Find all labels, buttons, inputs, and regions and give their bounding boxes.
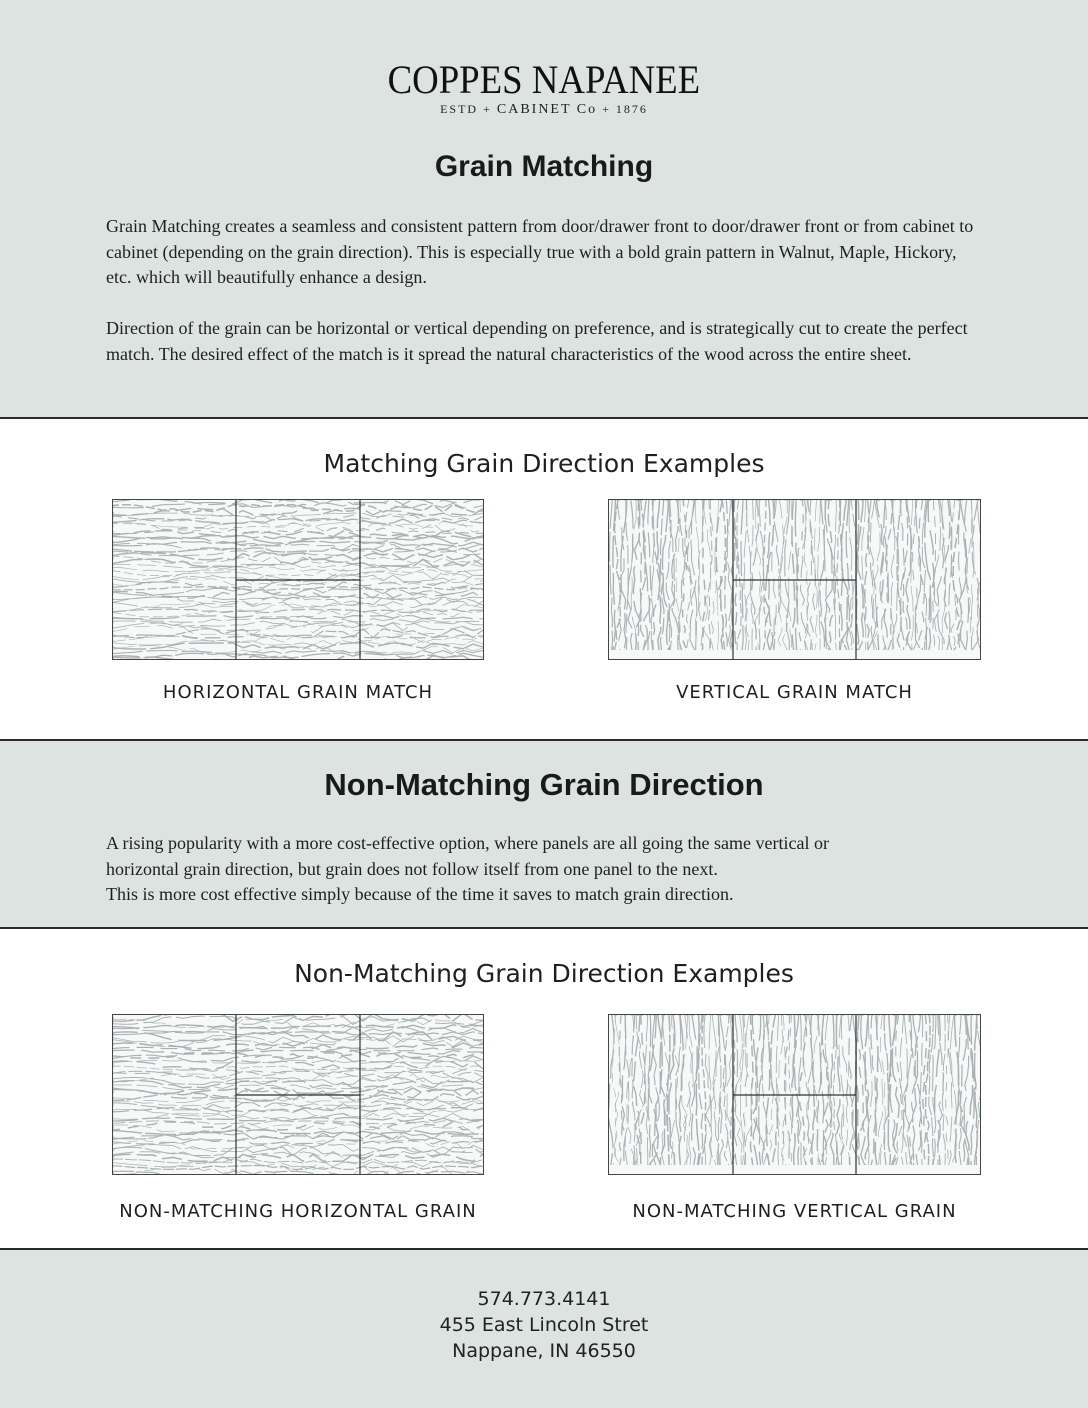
brand-company: CABINET Co xyxy=(496,102,598,117)
horizontal-grain-svg xyxy=(113,500,483,659)
brand-estd: ESTD xyxy=(440,102,479,116)
nonmatching-examples-section xyxy=(0,929,1088,1249)
nonmatching-title: Non-Matching Grain Direction xyxy=(324,767,764,802)
matching-examples-title: Matching Grain Direction Examples xyxy=(323,449,765,478)
nonmatching-vertical-svg xyxy=(609,1015,980,1174)
nonmatching-vertical-caption: NON-MATCHING VERTICAL GRAIN xyxy=(632,1201,957,1222)
matching-examples-section xyxy=(0,419,1088,739)
nonmatching-vertical-illustration xyxy=(608,1014,981,1175)
brand-tagline: ESTD + CABINET Co + 1876 xyxy=(440,102,648,117)
vertical-grain-caption: VERTICAL GRAIN MATCH xyxy=(676,682,913,703)
nonmatching-info-band xyxy=(0,741,1088,927)
brand-year: 1876 xyxy=(615,102,648,116)
nonmatching-line-3: This is more cost effective simply because of the time it saves to match grain direction. xyxy=(106,884,734,904)
nonmatching-horizontal-illustration xyxy=(112,1014,484,1175)
horizontal-grain-caption: HORIZONTAL GRAIN MATCH xyxy=(162,682,434,703)
nonmatching-examples-title: Non-Matching Grain Direction Examples xyxy=(294,959,794,988)
nonmatching-line-2: horizontal grain direction, but grain does not follow itself from one panel to the next. xyxy=(106,858,718,879)
vertical-grain-match-illustration xyxy=(608,499,981,660)
vertical-grain-svg xyxy=(609,500,980,659)
footer-street: 455 East Lincoln Stret xyxy=(439,1314,649,1336)
nonmatching-line-1: A rising popularity with a more cost-effective option, where panels are all going the same vertical or xyxy=(106,833,829,853)
footer-phone: 574.773.4141 xyxy=(477,1288,611,1310)
header-band xyxy=(0,0,1088,418)
footer-contact xyxy=(0,1286,1088,1364)
horizontal-grain-match-illustration xyxy=(112,499,484,660)
intro-paragraph-2: Direction of the grain can be horizontal or vertical depending on preference, and is strategically cut to create the perfect match. The desired effect of the match is it spread the natural characteristics of the wood across the entire sheet. xyxy=(106,318,968,364)
nonmatching-horizontal-caption: NON-MATCHING HORIZONTAL GRAIN xyxy=(119,1201,477,1222)
intro-paragraph-1: Grain Matching creates a seamless and consistent pattern from door/drawer front to door/drawer front or from cabinet to cabinet (depending on the grain direction). This is especially true with a bold grain pattern in Walnut, Maple, Hickory, etc. which will beautifully enhance a design. xyxy=(106,216,974,287)
footer-band xyxy=(0,1250,1088,1408)
nonmatching-horizontal-svg xyxy=(113,1015,483,1174)
brand-logo xyxy=(0,56,1088,118)
brand-name: COPPES NAPANEE xyxy=(387,57,701,102)
page-title: Grain Matching xyxy=(434,150,654,183)
footer-city: Nappane, IN 46550 xyxy=(452,1340,636,1362)
